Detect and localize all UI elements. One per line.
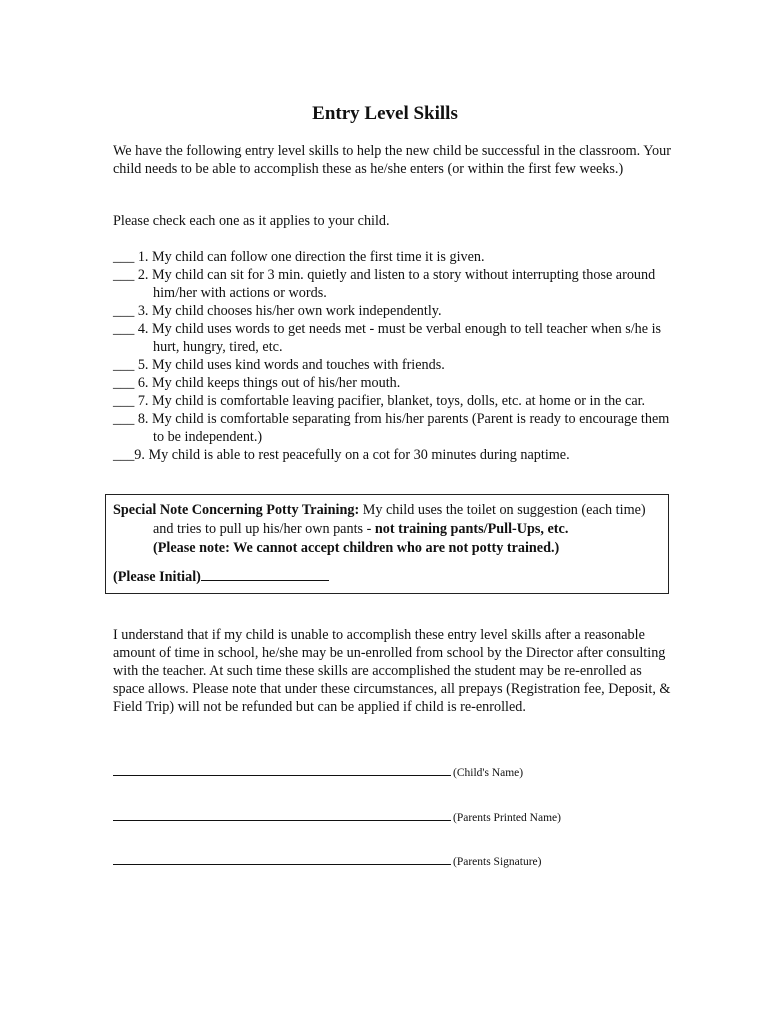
signature-row-child-name — [113, 765, 523, 780]
parent-signature-label: (Parents Signature) — [453, 856, 542, 868]
note-body: My child uses the toilet on suggestion (each time) and tries to pull up his/her own pants - — [153, 502, 646, 537]
initial-blank[interactable] — [201, 568, 329, 581]
initial-row — [113, 568, 665, 587]
intro-paragraph: We have the following entry level skills to help the new child be successful in the classroom. Your child needs to be able to accomplish these as he/she enters (or within the first few weeks.) — [113, 143, 671, 177]
checklist-item — [113, 374, 673, 392]
checklist-item-text: 9. My child is able to rest peacefully on a cot for 30 minutes during naptime. — [134, 447, 570, 463]
parent-printed-name-label: (Parents Printed Name) — [453, 812, 561, 824]
potty-training-note-box — [105, 494, 669, 594]
potty-training-note — [113, 501, 665, 558]
checklist-blank[interactable]: ___ — [113, 375, 135, 391]
checklist-item-text: 4. My child uses words to get needs met - must be verbal enough to tell teacher when s/he is hurt, hungry, tired, etc. — [134, 321, 662, 355]
checklist-item — [113, 266, 673, 302]
understanding-paragraph: I understand that if my child is unable to accomplish these entry level skills after a reasonable amount of time in school, he/she may be un-enrolled from school by the Director after consulting with the teacher. At such time these skills are accomplished the student may be re-enrolled as space allows. Please note that under these circumstances, all prepays (Registration fee, Deposit, & Field Trip) will not be refunded but can be applied if child is re-enrolled. — [113, 627, 671, 715]
checklist-item-text: 1. My child can follow one direction the first time it is given. — [134, 249, 485, 265]
note-please-note: (Please note: We cannot accept children who are not potty trained.) — [153, 540, 560, 556]
checklist-item — [113, 410, 673, 446]
checklist-item — [113, 248, 673, 266]
checklist-item-text: 7. My child is comfortable leaving pacifier, blanket, toys, dolls, etc. at home or in the car. — [134, 393, 646, 409]
checklist-blank[interactable]: ___ — [113, 267, 135, 283]
instruction-text: Please check each one as it applies to your child. — [113, 213, 390, 229]
checklist-blank[interactable]: ___ — [113, 393, 135, 409]
checklist-blank[interactable]: ___ — [113, 321, 135, 337]
child-name-line[interactable] — [113, 765, 451, 776]
checklist-item-text: 5. My child uses kind words and touches with friends. — [134, 357, 445, 373]
page-title: Entry Level Skills — [312, 103, 458, 124]
checklist-item-text: 3. My child chooses his/her own work independently. — [134, 303, 442, 319]
note-heading: Special Note Concerning Potty Training: — [113, 502, 360, 518]
checklist-blank[interactable]: ___ — [113, 249, 135, 265]
signature-row-parent-printed-name — [113, 810, 561, 825]
checklist-blank[interactable]: ___ — [113, 357, 135, 373]
checklist-item-text: 6. My child keeps things out of his/her mouth. — [134, 375, 401, 391]
checklist-blank[interactable]: ___ — [113, 447, 135, 463]
parent-signature-line[interactable] — [113, 854, 451, 865]
skills-checklist — [113, 248, 673, 464]
checklist-item-text: 2. My child can sit for 3 min. quietly and listen to a story without interrupting those around him/her with actions or words. — [134, 267, 656, 301]
checklist-item-text: 8. My child is comfortable separating from his/her parents (Parent is ready to encourage them to be independent.) — [134, 411, 670, 445]
checklist-item — [113, 446, 673, 464]
note-bold-tail: not training pants/Pull-Ups, etc. — [374, 521, 569, 537]
initial-label: (Please Initial) — [113, 569, 201, 585]
checklist-blank[interactable]: ___ — [113, 303, 135, 319]
checklist-blank[interactable]: ___ — [113, 411, 135, 427]
checklist-item — [113, 356, 673, 374]
checklist-item — [113, 302, 673, 320]
checklist-item — [113, 392, 673, 410]
signature-row-parent-signature — [113, 854, 541, 869]
checklist-item — [113, 320, 673, 356]
parent-printed-name-line[interactable] — [113, 810, 451, 821]
child-name-label: (Child's Name) — [453, 767, 524, 779]
